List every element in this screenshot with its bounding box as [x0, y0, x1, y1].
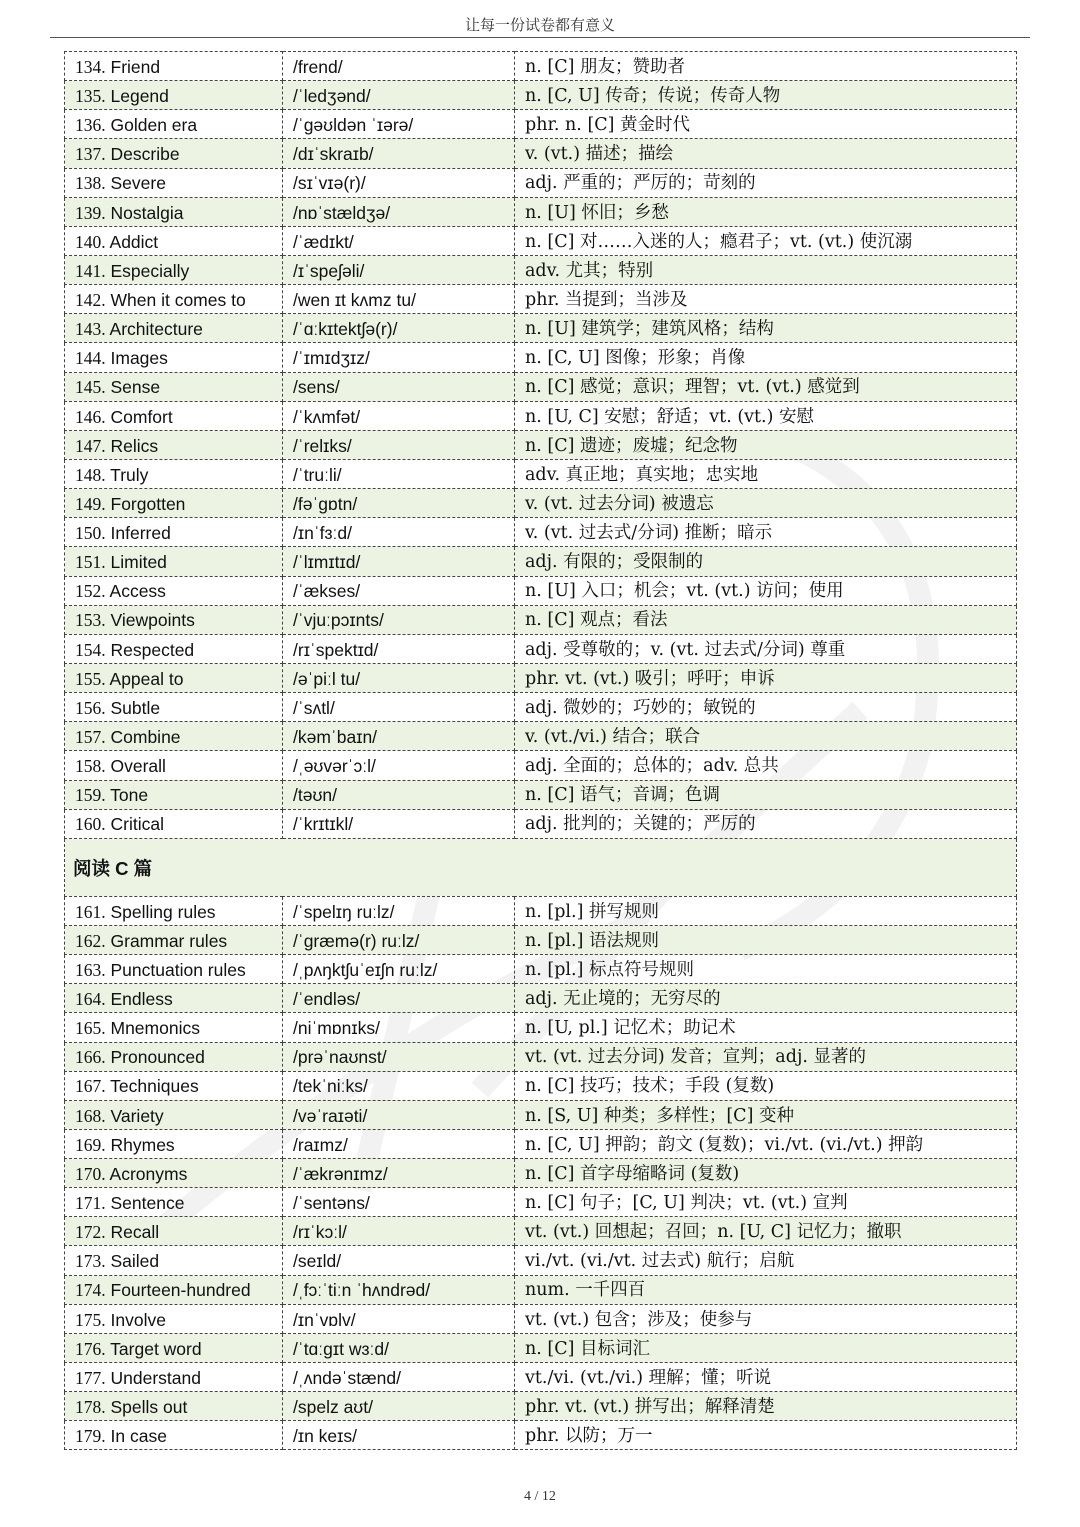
entry-term-cell [65, 430, 283, 459]
entry-definition: n. [S, U] 种类；多样性；[C] 变种 [515, 1100, 1017, 1129]
entry-term-cell [65, 168, 283, 197]
table-row [65, 780, 1017, 809]
entry-term-cell [65, 285, 283, 314]
entry-phonetic: /nɒˈstældʒə/ [283, 197, 515, 226]
entry-phonetic: /ˈendləs/ [283, 984, 515, 1013]
entry-number: 141. [75, 260, 106, 281]
entry-phonetic: /ˈækrənɪmz/ [283, 1159, 515, 1188]
entry-definition: adj. 严重的；严厉的；苛刻的 [515, 168, 1017, 197]
table-row [65, 255, 1017, 284]
page-header: 让每一份试卷都有意义 [464, 16, 615, 34]
entry-word: Addict [109, 231, 159, 252]
table-row [65, 372, 1017, 401]
entry-definition: n. [pl.] 拼写规则 [515, 896, 1017, 925]
entry-word: Spelling rules [110, 901, 216, 922]
entry-phonetic: /ˈɡræmə(r) ruːlz/ [283, 925, 515, 954]
entry-phonetic: /ɪnˈfɜːd/ [283, 518, 515, 547]
entry-phonetic: /prəˈnaʊnst/ [283, 1042, 515, 1071]
entry-definition: n. [pl.] 标点符号规则 [515, 955, 1017, 984]
entry-phonetic: /ˈledʒənd/ [283, 81, 515, 110]
entry-term-cell [65, 314, 283, 343]
entry-term-cell [65, 1421, 283, 1450]
entry-number: 148. [75, 464, 106, 485]
entry-number: 134. [75, 56, 106, 77]
entry-word: Sailed [110, 1251, 160, 1272]
table-row [65, 896, 1017, 925]
entry-word: Acronyms [109, 1163, 188, 1184]
entry-definition: v. (vt.) 描述；描绘 [515, 139, 1017, 168]
section-c-title: 阅读 C 篇 [65, 838, 1017, 896]
entry-term-cell [65, 139, 283, 168]
entry-phonetic: /ˌʌndəˈstænd/ [283, 1363, 515, 1392]
entry-definition: n. [pl.] 语法规则 [515, 925, 1017, 954]
entry-word: Forgotten [110, 493, 186, 514]
entry-number: 168. [75, 1105, 106, 1126]
entry-phonetic: /rɪˈkɔːl/ [283, 1217, 515, 1246]
entry-phonetic: /ˌfɔːˈtiːn ˈhʌndrəd/ [283, 1275, 515, 1304]
table-row [65, 343, 1017, 372]
entry-definition: vt. (vt.) 回想起；召回；n. [U, C] 记忆力；撤职 [515, 1217, 1017, 1246]
entry-word: Techniques [110, 1076, 199, 1097]
entry-definition: phr. 以防；万一 [515, 1421, 1017, 1450]
entry-definition: phr. n. [C] 黄金时代 [515, 110, 1017, 139]
entry-term-cell [65, 1042, 283, 1071]
entry-term-cell [65, 459, 283, 488]
entry-definition: n. [C] 技巧；技术；手段 (复数) [515, 1071, 1017, 1100]
entry-number: 179. [75, 1426, 106, 1447]
entry-number: 146. [75, 406, 106, 427]
table-row [65, 1100, 1017, 1129]
table-row [65, 1042, 1017, 1071]
entry-number: 161. [75, 901, 106, 922]
entry-phonetic: /niˈmɒnɪks/ [283, 1013, 515, 1042]
entry-phonetic: /ˈtruːli/ [283, 459, 515, 488]
entry-term-cell [65, 896, 283, 925]
entry-phonetic: /ˈædɪkt/ [283, 226, 515, 255]
entry-word: Variety [110, 1105, 164, 1126]
entry-word: Involve [110, 1309, 166, 1330]
entry-term-cell [65, 1275, 283, 1304]
entry-definition: adj. 微妙的；巧妙的；敏锐的 [515, 693, 1017, 722]
table-row [65, 52, 1017, 81]
entry-term-cell [65, 1392, 283, 1421]
entry-definition: n. [C, U] 图像；形象；肖像 [515, 343, 1017, 372]
entry-phonetic: /raɪmz/ [283, 1129, 515, 1158]
entry-definition: n. [C] 遗迹；废墟；纪念物 [515, 430, 1017, 459]
entry-definition: num. 一千四百 [515, 1275, 1017, 1304]
entry-word: Access [109, 581, 166, 602]
entry-word: Viewpoints [110, 610, 195, 631]
table-row [65, 1013, 1017, 1042]
table-row [65, 1217, 1017, 1246]
entry-number: 177. [75, 1367, 106, 1388]
entry-word: Endless [110, 989, 173, 1010]
entry-word: Images [110, 348, 168, 369]
table-row [65, 751, 1017, 780]
entry-term-cell [65, 343, 283, 372]
entry-term-cell [65, 1363, 283, 1392]
entry-number: 157. [75, 727, 106, 748]
table-row [65, 809, 1017, 838]
entry-number: 139. [75, 202, 106, 223]
entry-number: 173. [75, 1251, 106, 1272]
entry-term-cell [65, 984, 283, 1013]
vocab-section-b [65, 52, 1017, 839]
table-row [65, 1071, 1017, 1100]
entry-term-cell [65, 693, 283, 722]
entry-number: 149. [75, 493, 106, 514]
entry-word: Understand [110, 1367, 201, 1388]
entry-term-cell [65, 955, 283, 984]
entry-definition: adj. 受尊敬的；v. (vt. 过去式/分词) 尊重 [515, 634, 1017, 663]
entry-term-cell [65, 1188, 283, 1217]
table-row [65, 314, 1017, 343]
entry-definition: phr. vt. (vt.) 吸引；呼吁；申诉 [515, 663, 1017, 692]
entry-phonetic: /ɪn keɪs/ [283, 1421, 515, 1450]
entry-word: Spells out [110, 1397, 188, 1417]
table-row [65, 955, 1017, 984]
table-row [65, 1188, 1017, 1217]
entry-word: Grammar rules [110, 930, 228, 951]
entry-term-cell [65, 489, 283, 518]
entry-phonetic: /ˈrelɪks/ [283, 430, 515, 459]
vocabulary-table [64, 51, 1017, 1450]
entry-phonetic: /seɪld/ [283, 1246, 515, 1275]
entry-definition: v. (vt./vi.) 结合；联合 [515, 722, 1017, 751]
entry-word: Tone [110, 785, 149, 806]
table-row [65, 226, 1017, 255]
table-row [65, 634, 1017, 663]
entry-definition: adj. 批判的；关键的；严厉的 [515, 809, 1017, 838]
entry-definition: n. [U, C] 安慰；舒适；vt. (vt.) 安慰 [515, 401, 1017, 430]
entry-number: 142. [75, 289, 106, 310]
entry-term-cell [65, 52, 283, 81]
entry-number: 171. [75, 1193, 106, 1214]
header-divider [50, 37, 1030, 38]
entry-definition: phr. vt. (vt.) 拼写出；解释清楚 [515, 1392, 1017, 1421]
entry-phonetic: /tekˈniːks/ [283, 1071, 515, 1100]
entry-word: Inferred [110, 523, 171, 544]
entry-word: Recall [110, 1222, 160, 1243]
entry-definition: n. [C, U] 传奇；传说；传奇人物 [515, 81, 1017, 110]
entry-definition: n. [C] 对……入迷的人；瘾君子；vt. (vt.) 使沉溺 [515, 226, 1017, 255]
entry-number: 178. [75, 1397, 106, 1417]
table-row [65, 1333, 1017, 1362]
entry-number: 160. [75, 814, 106, 835]
entry-definition: n. [C] 语气；音调；色调 [515, 780, 1017, 809]
entry-number: 158. [75, 756, 106, 777]
entry-term-cell [65, 372, 283, 401]
entry-term-cell [65, 663, 283, 692]
entry-definition: n. [C, U] 押韵；韵文 (复数)；vi./vt. (vi./vt.) 押韵 [515, 1129, 1017, 1158]
entry-word: Punctuation rules [110, 959, 246, 980]
entry-number: 175. [75, 1309, 106, 1330]
entry-term-cell [65, 634, 283, 663]
entry-word: Rhymes [110, 1134, 175, 1155]
entry-phonetic: /sɪˈvɪə(r)/ [283, 168, 515, 197]
entry-phonetic: /vəˈraɪəti/ [283, 1100, 515, 1129]
entry-number: 152. [75, 581, 106, 602]
table-row [65, 489, 1017, 518]
entry-phonetic: /ˌəʊvərˈɔːl/ [283, 751, 515, 780]
entry-number: 153. [75, 610, 106, 631]
entry-number: 169. [75, 1134, 106, 1155]
table-row [65, 430, 1017, 459]
entry-number: 144. [75, 348, 106, 369]
entry-number: 151. [75, 552, 106, 573]
section-heading-row [65, 838, 1017, 896]
entry-word: Overall [110, 756, 166, 777]
entry-term-cell [65, 255, 283, 284]
entry-word: When it comes to [110, 289, 246, 310]
entry-definition: v. (vt. 过去式/分词) 推断；暗示 [515, 518, 1017, 547]
entry-definition: n. [U, pl.] 记忆术；助记术 [515, 1013, 1017, 1042]
table-row [65, 693, 1017, 722]
entry-definition: phr. 当提到；当涉及 [515, 285, 1017, 314]
entry-phonetic: /dɪˈskraɪb/ [283, 139, 515, 168]
entry-word: Sense [110, 377, 161, 398]
entry-number: 143. [75, 319, 106, 340]
entry-phonetic: /kəmˈbaɪn/ [283, 722, 515, 751]
entry-term-cell [65, 576, 283, 605]
entry-phonetic: /ɪˈspeʃəli/ [283, 255, 515, 284]
entry-number: 154. [75, 639, 106, 660]
entry-term-cell [65, 547, 283, 576]
entry-term-cell [65, 1013, 283, 1042]
entry-term-cell [65, 1246, 283, 1275]
entry-number: 156. [75, 697, 106, 718]
entry-word: Pronounced [110, 1047, 205, 1068]
entry-term-cell [65, 518, 283, 547]
entry-term-cell [65, 1129, 283, 1158]
entry-word: Limited [110, 552, 167, 573]
entry-term-cell [65, 226, 283, 255]
entry-term-cell [65, 1100, 283, 1129]
entry-definition: n. [C] 观点；看法 [515, 605, 1017, 634]
entry-number: 138. [75, 173, 106, 194]
entry-number: 140. [75, 231, 106, 252]
entry-number: 172. [75, 1222, 106, 1243]
entry-definition: n. [C] 朋友；赞助者 [515, 52, 1017, 81]
entry-word: Architecture [109, 319, 203, 340]
table-row [65, 1275, 1017, 1304]
entry-number: 174. [75, 1280, 106, 1301]
entry-number: 170. [75, 1163, 106, 1184]
entry-word: Describe [110, 144, 180, 165]
table-row [65, 576, 1017, 605]
entry-term-cell [65, 1304, 283, 1333]
entry-term-cell [65, 1071, 283, 1100]
entry-phonetic: /ˌpʌŋktʃuˈeɪʃn ruːlz/ [283, 955, 515, 984]
entry-definition: vt. (vt.) 包含；涉及；使参与 [515, 1304, 1017, 1333]
entry-definition: n. [C] 感觉；意识；理智；vt. (vt.) 感觉到 [515, 372, 1017, 401]
entry-definition: adj. 有限的；受限制的 [515, 547, 1017, 576]
entry-number: 150. [75, 523, 106, 544]
table-row [65, 168, 1017, 197]
entry-number: 147. [75, 435, 106, 456]
entry-word: Combine [110, 727, 181, 748]
entry-term-cell [65, 197, 283, 226]
entry-word: In case [110, 1426, 167, 1447]
table-row [65, 110, 1017, 139]
entry-phonetic: /fəˈɡɒtn/ [283, 489, 515, 518]
entry-word: Legend [110, 85, 169, 106]
entry-definition: vt./vi. (vt./vi.) 理解；懂；听说 [515, 1363, 1017, 1392]
table-row [65, 401, 1017, 430]
entry-phonetic: /ˈlɪmɪtɪd/ [283, 547, 515, 576]
table-row [65, 285, 1017, 314]
entry-phonetic: /ɪnˈvɒlv/ [283, 1304, 515, 1333]
table-row [65, 1304, 1017, 1333]
entry-phonetic: /spelz aʊt/ [283, 1392, 515, 1421]
table-row [65, 1159, 1017, 1188]
entry-term-cell [65, 809, 283, 838]
table-row [65, 605, 1017, 634]
entry-term-cell [65, 81, 283, 110]
entry-phonetic: /ˈkʌmfət/ [283, 401, 515, 430]
entry-term-cell [65, 751, 283, 780]
entry-term-cell [65, 1333, 283, 1362]
section-c-heading-group [65, 838, 1017, 896]
entry-word: Respected [110, 639, 195, 660]
entry-word: Nostalgia [110, 202, 184, 223]
table-row [65, 1363, 1017, 1392]
entry-phonetic: /ˈkrɪtɪkl/ [283, 809, 515, 838]
entry-definition: v. (vt. 过去分词) 被遗忘 [515, 489, 1017, 518]
entry-number: 163. [75, 959, 106, 980]
entry-word: Appeal to [109, 668, 184, 689]
entry-word: Target word [110, 1338, 202, 1359]
entry-number: 145. [75, 377, 106, 398]
entry-word: Critical [110, 814, 164, 835]
entry-number: 137. [75, 144, 106, 165]
entry-term-cell [65, 1217, 283, 1246]
entry-number: 176. [75, 1338, 106, 1359]
table-row [65, 547, 1017, 576]
entry-phonetic: /ˈvjuːpɔɪnts/ [283, 605, 515, 634]
table-row [65, 518, 1017, 547]
entry-definition: n. [U] 建筑学；建筑风格；结构 [515, 314, 1017, 343]
entry-word: Golden era [110, 115, 198, 136]
entry-word: Mnemonics [110, 1018, 200, 1039]
table-row [65, 1246, 1017, 1275]
entry-phonetic: /təʊn/ [283, 780, 515, 809]
table-row [65, 81, 1017, 110]
entry-phonetic: /ˈækses/ [283, 576, 515, 605]
entry-term-cell [65, 722, 283, 751]
table-row [65, 139, 1017, 168]
entry-phonetic: /ˈsentəns/ [283, 1188, 515, 1217]
entry-word: Severe [110, 173, 166, 194]
table-row [65, 1129, 1017, 1158]
entry-phonetic: /sens/ [283, 372, 515, 401]
table-row [65, 1392, 1017, 1421]
entry-number: 167. [75, 1076, 106, 1097]
table-row [65, 722, 1017, 751]
entry-phonetic: /frend/ [283, 52, 515, 81]
entry-definition: n. [U] 入口；机会；vt. (vt.) 访问；使用 [515, 576, 1017, 605]
table-row [65, 663, 1017, 692]
entry-term-cell [65, 780, 283, 809]
entry-number: 159. [75, 785, 106, 806]
entry-word: Sentence [110, 1193, 185, 1214]
entry-phonetic: /rɪˈspektɪd/ [283, 634, 515, 663]
table-row [65, 197, 1017, 226]
entry-phonetic: /ˈtɑːɡɪt wɜːd/ [283, 1333, 515, 1362]
entry-number: 164. [75, 989, 106, 1010]
entry-word: Truly [110, 464, 149, 485]
entry-word: Fourteen-hundred [110, 1280, 251, 1301]
entry-phonetic: /ˈɡəʊldən ˈɪərə/ [283, 110, 515, 139]
entry-number: 135. [75, 85, 106, 106]
entry-number: 162. [75, 930, 106, 951]
entry-definition: adv. 真正地；真实地；忠实地 [515, 459, 1017, 488]
entry-definition: n. [C] 首字母缩略词 (复数) [515, 1159, 1017, 1188]
vocab-section-c [65, 896, 1017, 1450]
entry-word: Especially [110, 260, 190, 281]
entry-definition: vi./vt. (vi./vt. 过去式) 航行；启航 [515, 1246, 1017, 1275]
entry-term-cell [65, 605, 283, 634]
entry-definition: adj. 无止境的；无穷尽的 [515, 984, 1017, 1013]
entry-phonetic: /əˈpiːl tu/ [283, 663, 515, 692]
entry-definition: n. [U] 怀旧；乡愁 [515, 197, 1017, 226]
entry-term-cell [65, 110, 283, 139]
entry-number: 136. [75, 115, 106, 136]
entry-definition: adv. 尤其；特别 [515, 255, 1017, 284]
entry-number: 166. [75, 1047, 106, 1068]
entry-word: Friend [110, 56, 161, 77]
entry-phonetic: /ˈsʌtl/ [283, 693, 515, 722]
entry-definition: adj. 全面的；总体的；adv. 总共 [515, 751, 1017, 780]
entry-phonetic: /wen ɪt kʌmz tu/ [283, 285, 515, 314]
table-row [65, 984, 1017, 1013]
table-row [65, 925, 1017, 954]
entry-term-cell [65, 401, 283, 430]
entry-word: Subtle [110, 697, 161, 718]
entry-word: Comfort [110, 406, 173, 427]
entry-phonetic: /ˈspelɪŋ ruːlz/ [283, 896, 515, 925]
entry-definition: n. [C] 句子；[C, U] 判决；vt. (vt.) 宣判 [515, 1188, 1017, 1217]
entry-definition: vt. (vt. 过去分词) 发音；宣判；adj. 显著的 [515, 1042, 1017, 1071]
page-number: 4 / 12 [524, 1489, 556, 1504]
table-row [65, 1421, 1017, 1450]
entry-number: 165. [75, 1018, 106, 1039]
entry-term-cell [65, 925, 283, 954]
entry-term-cell [65, 1159, 283, 1188]
entry-phonetic: /ˈɑːkɪtektʃə(r)/ [283, 314, 515, 343]
entry-definition: n. [C] 目标词汇 [515, 1333, 1017, 1362]
table-row [65, 459, 1017, 488]
entry-number: 155. [75, 668, 106, 689]
entry-phonetic: /ˈɪmɪdʒɪz/ [283, 343, 515, 372]
entry-word: Relics [110, 435, 159, 456]
